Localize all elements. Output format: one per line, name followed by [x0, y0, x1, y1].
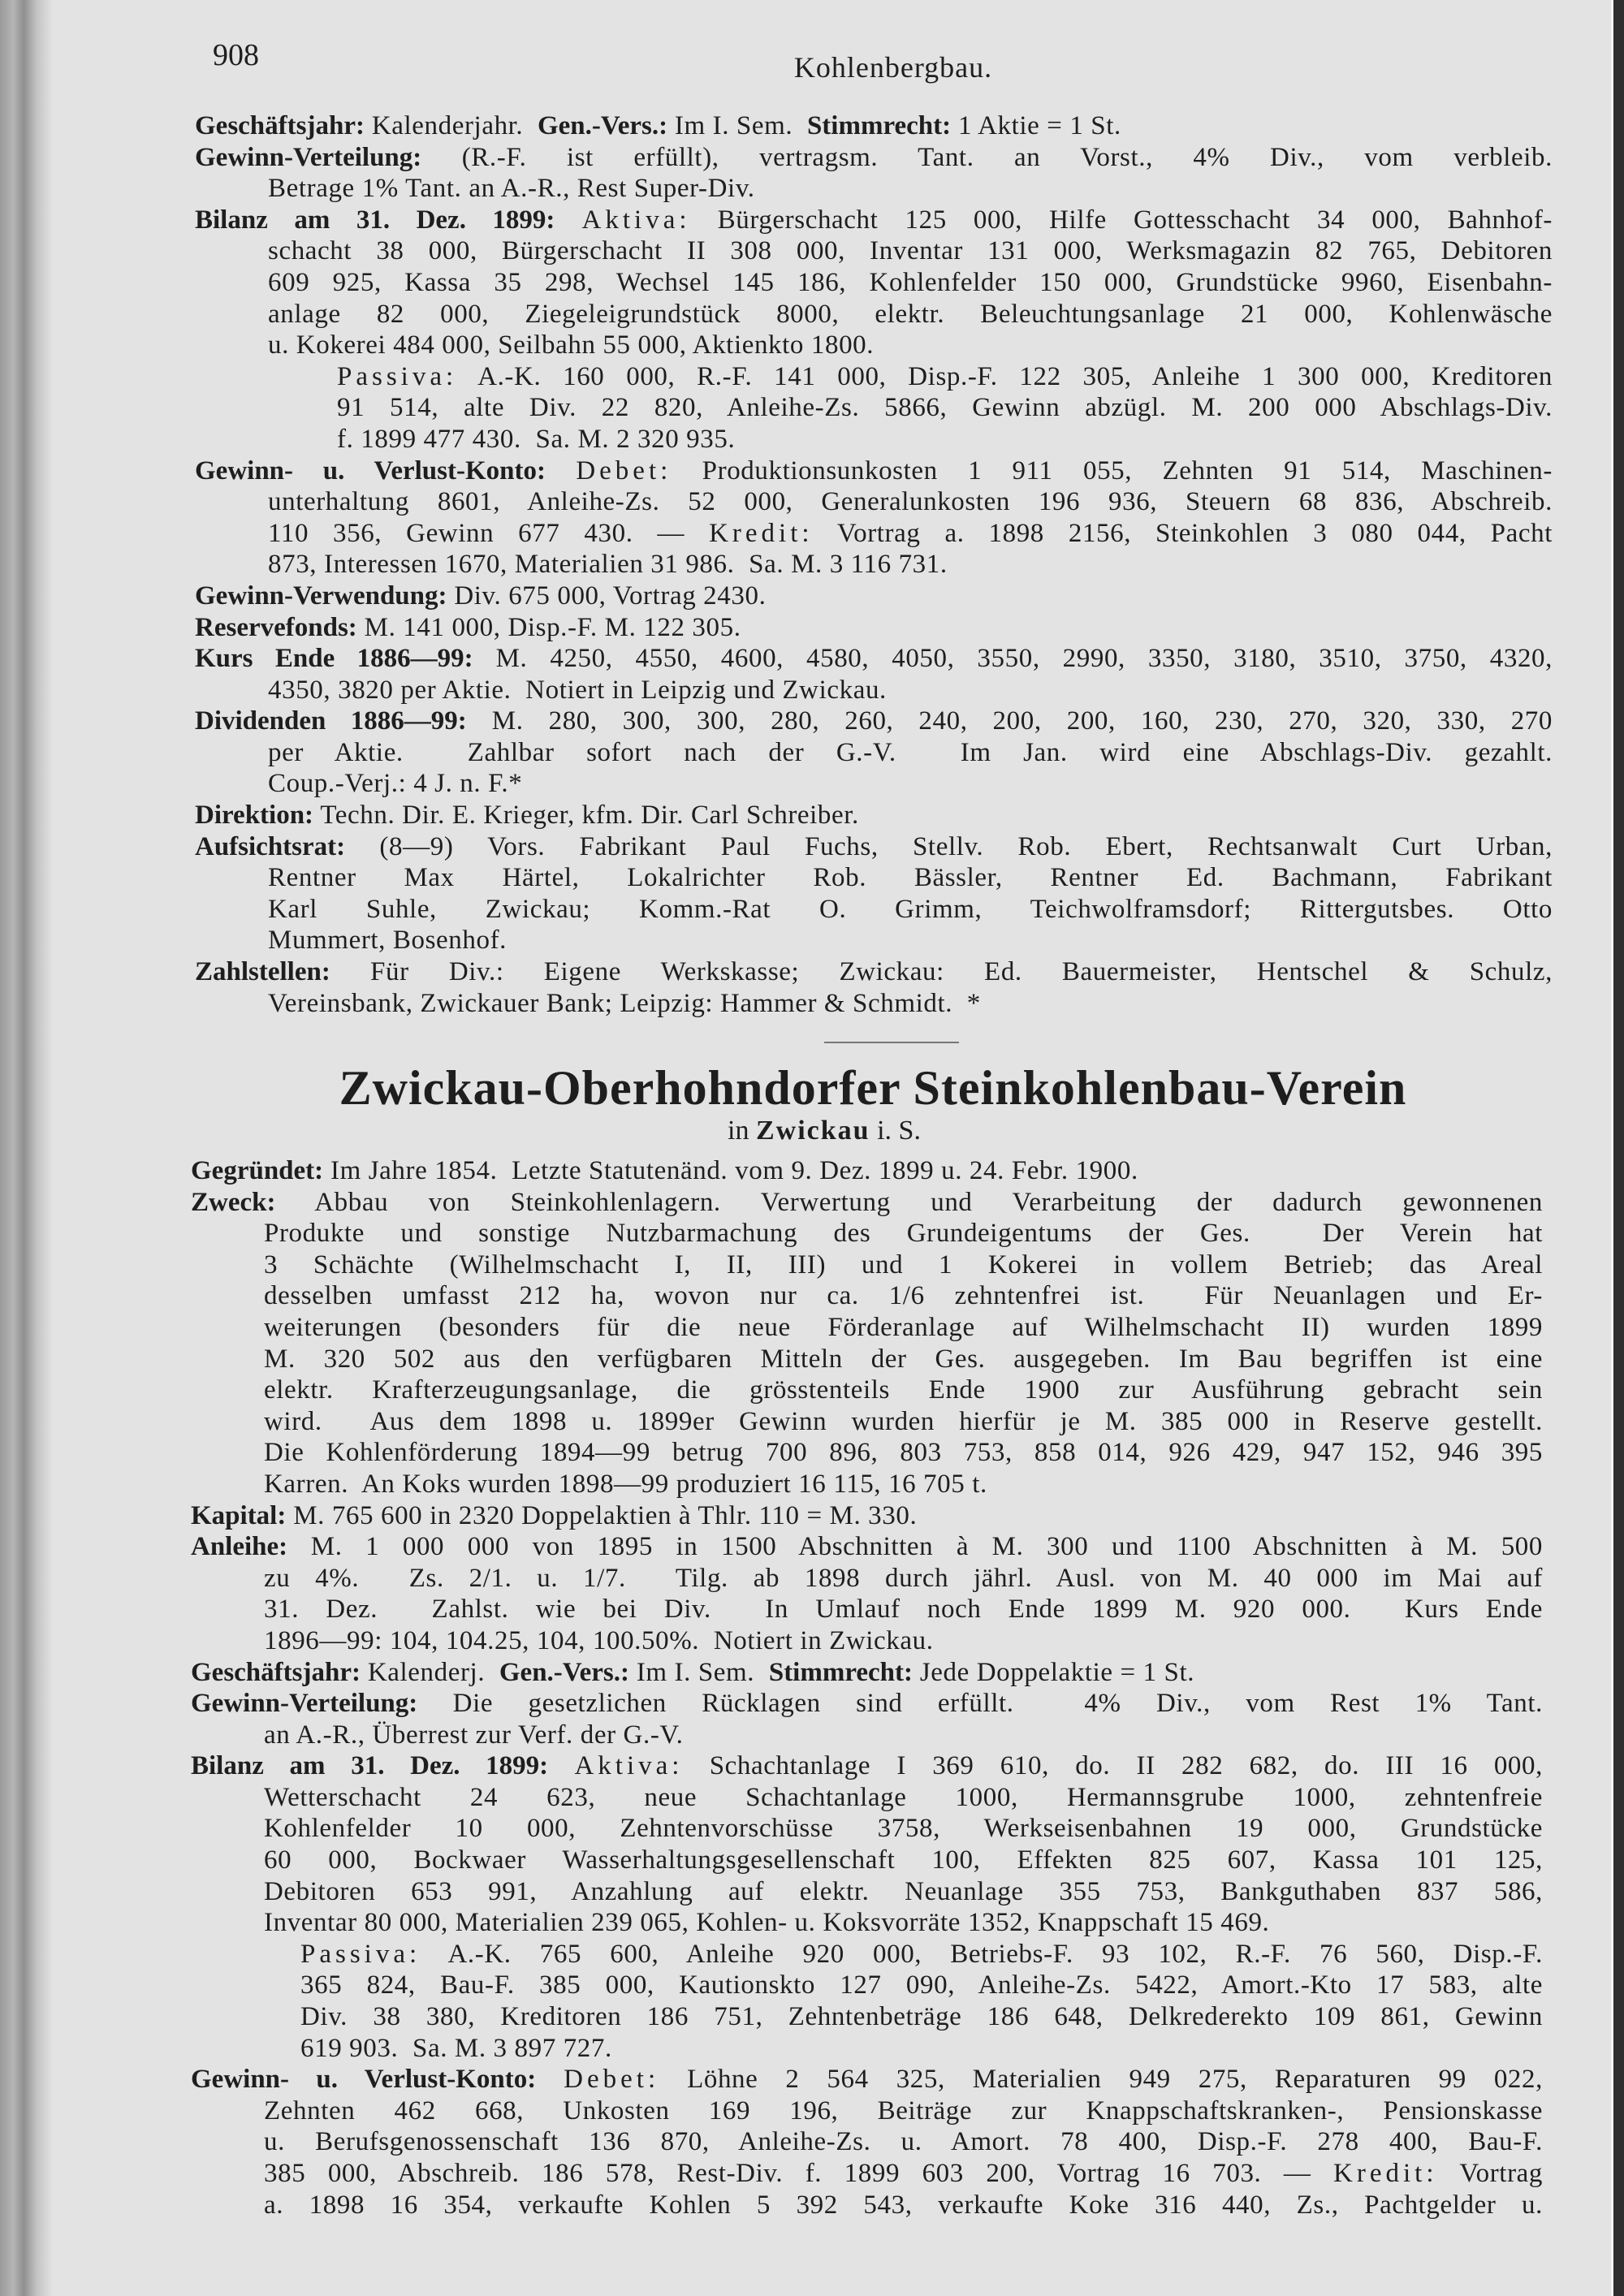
entry-paragraph: [191, 1187, 1543, 1500]
entry-text: Karl Suhle, Zwickau; Komm.-Rat O. Grimm, Teichwolframsdorf; Rittergutsbes. Otto: [268, 894, 1553, 924]
entry-text: anlage 82 000, Ziegeleigrundstück 8000, elektr. Beleuchtungsanlage 21 000, Kohlenwäsche: [268, 299, 1553, 329]
text-line: [300, 1970, 1543, 2001]
text-line: [268, 737, 1553, 769]
entry-label: Zweck:: [191, 1187, 276, 1217]
text-line: [268, 267, 1553, 299]
entry-text: Vortrag a. 1898 2156, Steinkohlen 3 080 044, Pacht: [813, 518, 1553, 548]
entry-text: Kalenderj.: [360, 1657, 499, 1687]
text-line: [195, 706, 1553, 737]
entry-text: (R.-F. ist erfüllt), vertragsm. Tant. an Vorst., 4% Div., vom verbleib.: [421, 142, 1553, 172]
text-line: [195, 800, 1553, 831]
entry-paragraph: [195, 455, 1553, 580]
entry-text: per Aktie. Zahlbar sofort nach der G.-V. Im Jan. wird eine Abschlags-Div. gezahlt.: [268, 737, 1553, 767]
entry-text: Wetterschacht 24 623, neue Schachtanlage 1000, Hermannsgrube 1000, zehntenfreie: [264, 1782, 1543, 1812]
text-line: [264, 1280, 1543, 1312]
entry-text: Mummert, Bosenhof.: [268, 926, 508, 956]
scan-right-edge: [1611, 0, 1624, 2296]
entry-text: 873, Interessen 1670, Materialien 31 986. Sa. M. 3 116 731.: [268, 550, 948, 580]
entry-text: 3 Schächte (Wilhelmschacht I, II, III) und 1 Kokerei in vollem Betrieb; das Areal: [264, 1249, 1543, 1280]
entry-text: an A.-R., Überrest zur Verf. der G.-V.: [264, 1720, 684, 1750]
entry-text: 110 356, Gewinn 677 430. —: [268, 518, 710, 548]
text-line: [264, 1907, 1543, 1939]
spaced-label: Debet:: [564, 2065, 660, 2095]
text-line: [268, 988, 1553, 1020]
entry-label: Gewinn- u. Verlust-Konto:: [195, 455, 546, 486]
entry-text: Betrage 1% Tant. an A.-R., Rest Super-Div.: [268, 174, 755, 204]
text-line: [337, 424, 1553, 455]
entry-text: a. 1898 16 354, verkaufte Kohlen 5 392 543, verkaufte Koke 316 440, Zs., Pachtgelder u.: [264, 2190, 1543, 2220]
entry-label: Gen.-Vers.:: [537, 111, 668, 140]
entry-text: Im Jahre 1854. Letzte Statutenänd. vom 9. Dez. 1899 u. 24. Febr. 1900.: [323, 1156, 1138, 1185]
entry-text: Coup.-Verj.: 4 J. n. F.*: [268, 769, 523, 799]
entry-text: zu 4%. Zs. 2/1. u. 1/7. Tilg. ab 1898 durch jährl. Ausl. von M. 40 000 im Mai auf: [264, 1563, 1543, 1593]
entry-text: 365 824, Bau-F. 385 000, Kautionskto 127 090, Anleihe-Zs. 5422, Amort.-Kto 17 583, alte: [300, 1970, 1543, 2000]
entry-text: Bürgerschacht 125 000, Hilfe Gottesschacht 34 000, Bahnhof-: [690, 205, 1553, 235]
entry-text: Produkte und sonstige Nutzbarmachung des Grundeigentums der Ges. Der Verein hat: [264, 1219, 1543, 1249]
spaced-label: Kredit:: [1333, 2159, 1438, 2188]
entry-paragraph: [191, 1155, 1543, 1187]
text-line: [264, 1876, 1543, 1908]
entry-label: Anleihe:: [191, 1532, 288, 1562]
text-line: [264, 1406, 1543, 1438]
text-line: [191, 1155, 1543, 1187]
text-line: [191, 1187, 1543, 1219]
text-line: [195, 612, 1553, 644]
text-line: [264, 2158, 1543, 2190]
entry-label: Direktion:: [195, 801, 314, 831]
text-line: [264, 1594, 1543, 1625]
text-line: [264, 1720, 1543, 1751]
entry-paragraph: [195, 956, 1553, 1019]
text-line: [195, 142, 1553, 174]
entry-text: M. 280, 300, 300, 280, 260, 240, 200, 200, 160, 230, 270, 320, 330, 270: [466, 706, 1553, 736]
entry-text: Löhne 2 564 325, Materialien 949 275, Reparaturen 99 022,: [659, 2065, 1543, 2095]
entry-text: Vereinsbank, Zwickauer Bank; Leipzig: Hammer & Schmidt. *: [268, 988, 981, 1018]
spaced-label: Debet:: [576, 455, 672, 486]
entry-text: Debitoren 653 991, Anzahlung auf elektr. Neuanlage 355 753, Bankguthaben 837 586,: [264, 1876, 1543, 1906]
entry-paragraph: [195, 706, 1553, 800]
entry-text: [546, 456, 576, 486]
entry-text: 1 Aktie = 1 St.: [951, 111, 1121, 140]
entry-text: Inventar 80 000, Materialien 239 065, Kohlen- u. Koksvorräte 1352, Knappschaft 15 469.: [264, 1908, 1270, 1938]
text-line: [264, 2190, 1543, 2221]
entry-text: wird. Aus dem 1898 u. 1899er Gewinn wurden hierfür je M. 385 000 in Reserve gestellt.: [264, 1406, 1543, 1436]
text-line: [264, 1625, 1543, 1657]
entry-label: Geschäftsjahr:: [195, 111, 365, 140]
company-entry-section-1: [195, 110, 1553, 1019]
entry-label: Aufsichtsrat:: [195, 831, 346, 861]
entry-paragraph: [195, 800, 1553, 831]
entry-label: Gewinn-Verteilung:: [191, 1689, 418, 1719]
spaced-label: Kredit:: [709, 518, 814, 548]
entry-text: 1896—99: 104, 104.25, 104, 100.50%. Notiert in Zwickau.: [264, 1625, 934, 1655]
text-line: [195, 956, 1553, 988]
entry-text: Im I. Sem.: [667, 111, 807, 140]
entry-label: Dividenden 1886—99:: [195, 706, 467, 736]
text-line: [264, 1782, 1543, 1814]
text-line: [264, 1218, 1543, 1249]
location-suffix: i. S.: [877, 1116, 921, 1146]
entry-text: 60 000, Bockwaer Wasserhaltungsgesellenschaft 100, Effekten 825 607, Kassa 101 125,: [264, 1845, 1543, 1875]
entry-label: Kurs Ende 1886—99:: [195, 644, 473, 674]
entry-text: Div. 38 380, Kreditoren 186 751, Zehntenbeträge 186 648, Delkrederekto 109 861, Gewinn: [300, 2002, 1543, 2032]
entry-text: Karren. An Koks wurden 1898—99 produziert 16 115, 16 705 t.: [264, 1469, 987, 1499]
text-line: [264, 2126, 1543, 2158]
location-prefix: in: [728, 1116, 749, 1146]
company-location: [0, 1116, 1624, 1146]
entry-label: Kapital:: [191, 1500, 287, 1530]
entry-text: f. 1899 477 430. Sa. M. 2 320 935.: [337, 424, 736, 454]
entry-label: Gen.-Vers.:: [499, 1657, 629, 1687]
text-line: [264, 1344, 1543, 1375]
entry-paragraph: [195, 205, 1553, 361]
entry-text: u. Berufsgenossenschaft 136 870, Anleihe-Zs. u. Amort. 78 400, Disp.-F. 278 400, Bau-F.: [264, 2127, 1543, 2157]
text-line: [268, 894, 1553, 926]
text-line: [191, 1750, 1543, 1782]
entry-label: Zahlstellen:: [195, 957, 330, 987]
entry-paragraph: [191, 1531, 1543, 1656]
text-line: [264, 1813, 1543, 1845]
text-line: [264, 1312, 1543, 1344]
spaced-label: Aktiva:: [574, 1751, 684, 1781]
text-line: [264, 1375, 1543, 1406]
entry-text: M. 4250, 4550, 4600, 4580, 4050, 3550, 2990, 3350, 3180, 3510, 3750, 4320,: [473, 644, 1553, 674]
running-title: Kohlenbergbau.: [793, 51, 993, 84]
text-line: [191, 1688, 1543, 1720]
entry-text: desselben umfasst 212 ha, wovon nur ca. 1/6 zehntenfrei ist. Für Neuanlagen und Er-: [264, 1281, 1543, 1311]
entry-text: M. 141 000, Disp.-F. M. 122 305.: [356, 612, 741, 642]
company-title: Zwickau-Oberhohndorfer Steinkohlenbau-Verein: [339, 1061, 1407, 1115]
text-line: [264, 1469, 1543, 1500]
entry-paragraph: [195, 580, 1553, 612]
entry-text: [555, 205, 581, 235]
entry-text: Zehnten 462 668, Unkosten 169 196, Beiträge zur Knappschaftskranken-, Pensionskasse: [264, 2095, 1543, 2126]
entry-text: Produktionsunkosten 1 911 055, Zehnten 91 514, Maschinen-: [672, 455, 1553, 486]
entry-text: Schachtanlage I 369 610, do. II 282 682, do. III 16 000,: [683, 1751, 1543, 1781]
entry-text: Für Div.: Eigene Werkskasse; Zwickau: Ed. Bauermeister, Hentschel & Schulz,: [330, 957, 1553, 987]
text-line: [264, 1563, 1543, 1595]
entry-label: Stimmrecht:: [806, 111, 952, 140]
entry-label: Geschäftsjahr:: [191, 1657, 361, 1687]
entry-text: unterhaltung 8601, Anleihe-Zs. 52 000, Generalunkosten 196 936, Steuern 68 836, Abschreib.: [268, 487, 1553, 517]
location-city: Zwickau: [756, 1116, 870, 1146]
entry-text: Rentner Max Härtel, Lokalrichter Rob. Bässler, Rentner Ed. Bachmann, Fabrikant: [268, 863, 1553, 893]
text-line: [268, 235, 1553, 267]
text-line: [268, 862, 1553, 894]
entry-paragraph: [195, 110, 1553, 142]
entry-text: weiterungen (besonders für die neue Förderanlage auf Wilhelmschacht II) wurden 1899: [264, 1312, 1543, 1342]
entry-label: Stimmrecht:: [768, 1657, 914, 1687]
text-line: [268, 173, 1553, 205]
entry-text: 619 903. Sa. M. 3 897 727.: [300, 2033, 612, 2063]
entry-text: M. 1 000 000 von 1895 in 1500 Abschnitten à M. 300 und 1100 Abschnitten à M. 500: [287, 1532, 1543, 1562]
entry-text: Div. 675 000, Vortrag 2430.: [447, 580, 767, 611]
text-line: [191, 2064, 1543, 2095]
text-line: [264, 2095, 1543, 2127]
entry-text: Jede Doppelaktie = 1 St.: [913, 1657, 1195, 1687]
text-line: [191, 1531, 1543, 1563]
entry-text: Kalenderjahr.: [364, 111, 538, 140]
entry-label: Bilanz am 31. Dez. 1899:: [191, 1751, 549, 1781]
entry-paragraph: [191, 2064, 1543, 2220]
text-line: [268, 518, 1553, 550]
text-line: [195, 580, 1553, 612]
spaced-label: Aktiva:: [581, 205, 691, 235]
entry-label: Gewinn-Verteilung:: [195, 142, 422, 172]
entry-text: Im I. Sem.: [628, 1657, 769, 1687]
entry-text: u. Kokerei 484 000, Seilbahn 55 000, Aktienkto 1800.: [268, 330, 875, 360]
entry-paragraph: [191, 1500, 1543, 1532]
entry-text: Abbau von Steinkohlenlagern. Verwertung und Verarbeitung der dadurch gewonnenen: [275, 1187, 1543, 1217]
spaced-label: Passiva:: [300, 1939, 421, 1969]
text-line: [264, 1249, 1543, 1281]
entry-label: Gegründet:: [191, 1156, 324, 1185]
entry-text: A.-K. 160 000, R.-F. 141 000, Disp.-F. 122 305, Anleihe 1 300 000, Kreditoren: [457, 361, 1553, 391]
text-line: [264, 1845, 1543, 1876]
text-line: [337, 392, 1553, 424]
entry-label: Gewinn-Verwendung:: [195, 580, 447, 611]
entry-paragraph: [191, 1750, 1543, 1939]
text-line: [264, 1437, 1543, 1469]
entry-label: Bilanz am 31. Dez. 1899:: [195, 205, 555, 235]
entry-text: 91 514, alte Div. 22 820, Anleihe-Zs. 5866, Gewinn abzügl. M. 200 000 Abschlags-Div.: [337, 393, 1553, 423]
company-entry-section-2: [191, 1155, 1543, 2220]
entry-text: elektr. Krafterzeugungsanlage, die grösstenteils Ende 1900 zur Ausführung gebracht sein: [264, 1375, 1543, 1405]
entry-paragraph: [191, 1688, 1543, 1750]
text-line: [268, 925, 1553, 956]
entry-text: schacht 38 000, Bürgerschacht II 308 000, Inventar 131 000, Werksmagazin 82 765, Debitoren: [268, 236, 1553, 266]
text-line: [337, 361, 1553, 393]
spaced-label: Passiva:: [337, 361, 458, 391]
entry-paragraph: [195, 142, 1553, 205]
text-line: [300, 2033, 1543, 2065]
entry-text: A.-K. 765 600, Anleihe 920 000, Betriebs-F. 93 102, R.-F. 76 560, Disp.-F.: [421, 1939, 1543, 1969]
entry-label: Reservefonds:: [195, 612, 357, 642]
text-line: [195, 110, 1553, 142]
entry-text: Vortrag: [1437, 2159, 1544, 2188]
entry-paragraph: [195, 831, 1553, 956]
entry-text: 385 000, Abschreib. 186 578, Rest-Div. f. 1899 603 200, Vortrag 16 703. —: [264, 2159, 1334, 2188]
text-line: [195, 643, 1553, 675]
text-line: [268, 675, 1553, 706]
text-line: [195, 831, 1553, 863]
entry-text: Kohlenfelder 10 000, Zehntenvorschüsse 3758, Werkseisenbahnen 19 000, Grundstücke: [264, 1814, 1543, 1844]
entry-text: M. 765 600 in 2320 Doppelaktien à Thlr. 110 = M. 330.: [286, 1500, 918, 1530]
page-number: 908: [213, 38, 259, 72]
text-line: [195, 455, 1553, 487]
entry-paragraph: [191, 1657, 1543, 1689]
entry-text: Die gesetzlichen Rücklagen sind erfüllt. 4% Div., vom Rest 1% Tant.: [417, 1689, 1543, 1719]
entry-text: (8—9) Vors. Fabrikant Paul Fuchs, Stellv. Rob. Ebert, Rechtsanwalt Curt Urban,: [345, 831, 1553, 861]
text-line: [268, 486, 1553, 518]
entry-text: [536, 2065, 564, 2094]
text-line: [268, 299, 1553, 330]
text-line: [195, 205, 1553, 236]
entry-text: Techn. Dir. E. Krieger, kfm. Dir. Carl Schreiber.: [313, 801, 859, 831]
entry-paragraph: [191, 1939, 1543, 2064]
scan-left-edge: [0, 0, 53, 2296]
entry-text: 31. Dez. Zahlst. wie bei Div. In Umlauf noch Ende 1899 M. 920 000. Kurs Ende: [264, 1595, 1543, 1625]
entry-label: Gewinn- u. Verlust-Konto:: [191, 2065, 537, 2095]
entry-text: 4350, 3820 per Aktie. Notiert in Leipzig und Zwickau.: [268, 675, 887, 705]
text-line: [300, 2001, 1543, 2033]
entry-paragraph: [195, 361, 1553, 455]
entry-text: M. 320 502 aus den verfügbaren Mitteln der Ges. ausgegeben. Im Bau begriffen ist eine: [264, 1344, 1543, 1374]
text-line: [300, 1939, 1543, 1970]
entry-text: [548, 1751, 574, 1780]
text-line: [268, 549, 1553, 580]
entry-paragraph: [195, 643, 1553, 706]
text-line: [268, 768, 1553, 800]
section-divider: [824, 1042, 959, 1043]
entry-text: 609 925, Kassa 35 298, Wechsel 145 186, Kohlenfelder 150 000, Grundstücke 9960, Eisenbahn-: [268, 267, 1553, 297]
entry-text: Die Kohlenförderung 1894—99 betrug 700 896, 803 753, 858 014, 926 429, 947 152, 946 395: [264, 1438, 1543, 1468]
entry-paragraph: [195, 612, 1553, 644]
text-line: [191, 1657, 1543, 1689]
text-line: [191, 1500, 1543, 1532]
text-line: [268, 330, 1553, 361]
